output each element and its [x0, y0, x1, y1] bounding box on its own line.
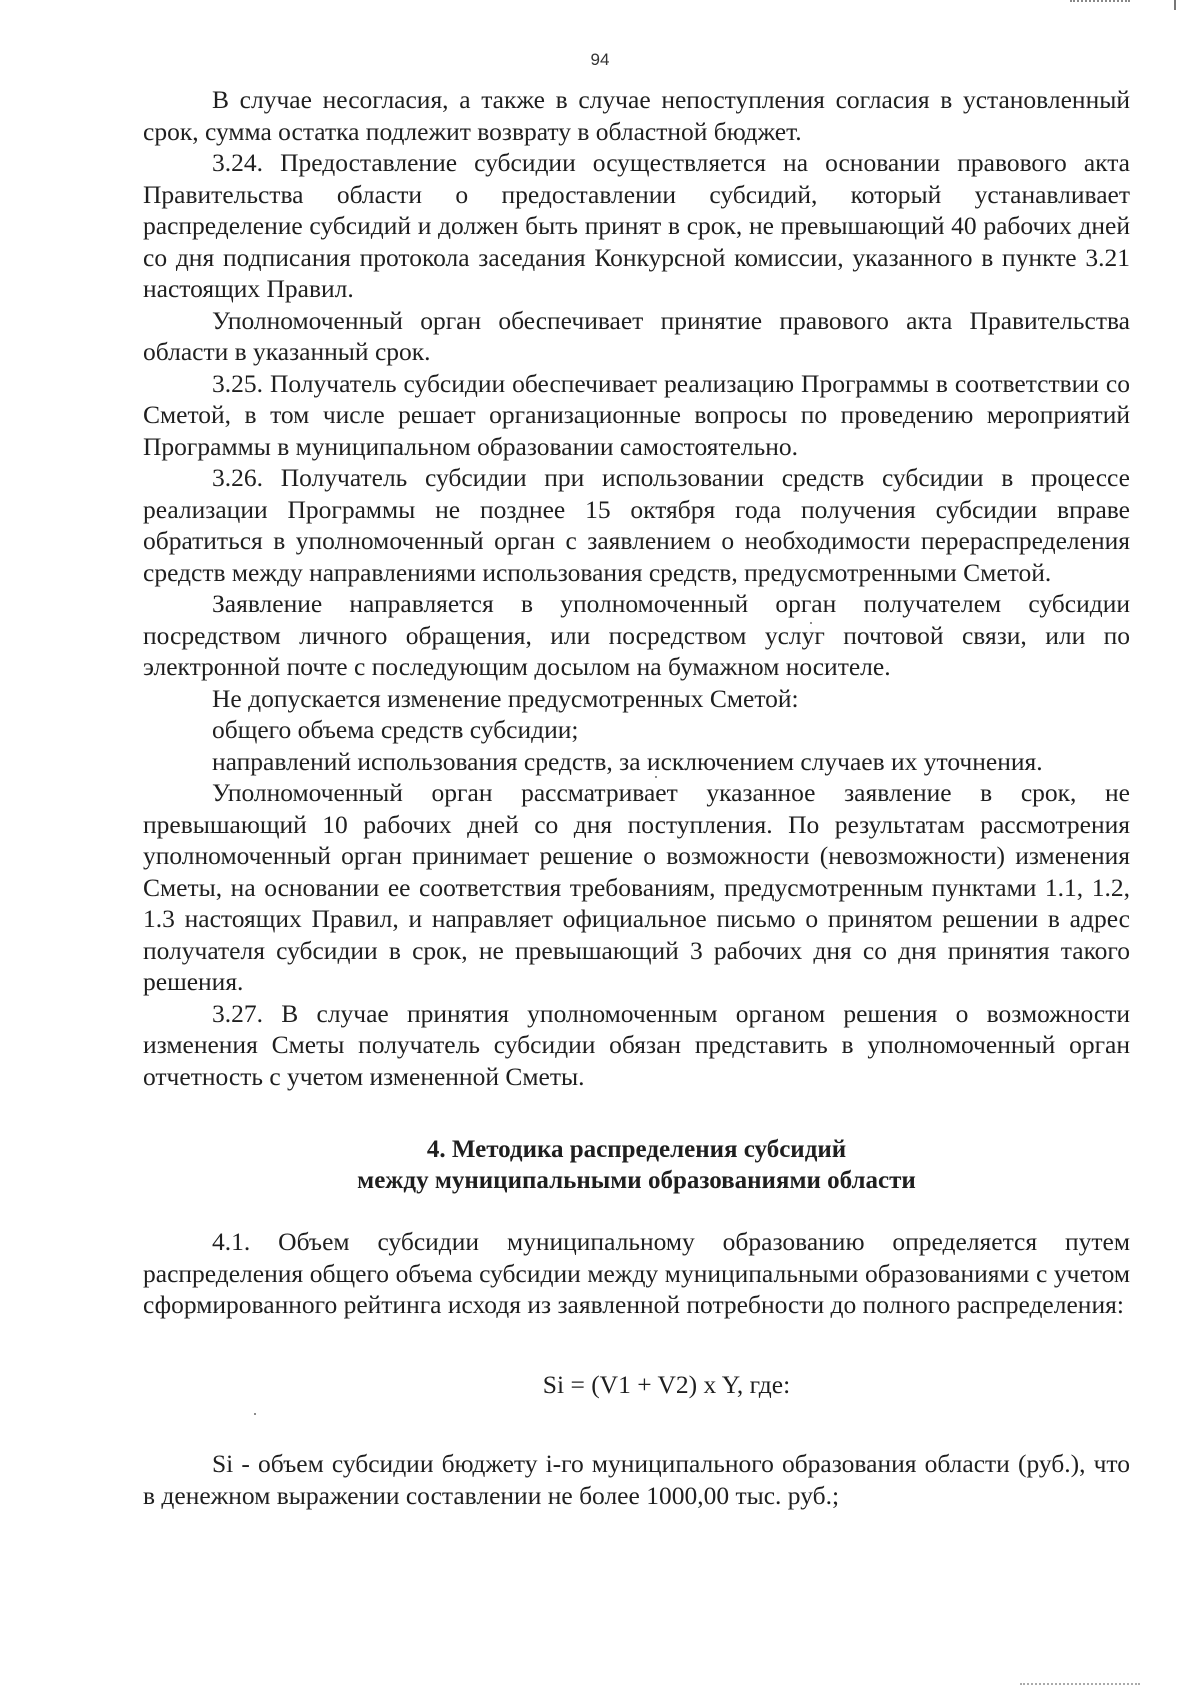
paragraph-3-24: 3.24. Предоставление субсидии осуществляется на основании правового акта Правительства области о предоставлении субсидий, который устанавливает распределение субсидий и должен быть принят в срок, не превышающий 40 рабочих дней со дня подписания протокола заседания Конкурсной комиссии, указанного в пункте 3.21 настоящих Правил. [143, 148, 1130, 303]
paragraph-4-1: 4.1. Объем субсидии муниципальному образованию определяется путем распределения общего объема субсидии между муниципальными образованиями с учетом сформированного рейтинга исходя из заявленной потребности до полного распределения: [143, 1227, 1130, 1319]
scan-artifact-top [1070, 0, 1130, 8]
paragraph-3-26: 3.26. Получатель субсидии при использовании средств субсидии в процессе реализации Программы не позднее 15 октября года получения субсидии вправе обратиться в уполномоченный орган с заявлением о необходимости перераспределения средств между направлениями использования средств, предусмотренными Сметой. [143, 463, 1130, 587]
paragraph: В случае несогласия, а также в случае непоступления согласия в установленный срок, сумма остатка подлежит возврату в областной бюджет. [143, 85, 1130, 146]
paragraph: Уполномоченный орган рассматривает указанное заявление в срок, не превышающий 10 рабочих дней со дня поступления. По результатам рассмотрения уполномоченный орган принимает решение о возможности (невозможности) изменения Сметы, на основании ее соответствия требованиям, предусмотренным пунктами 1.1, 1.2, 1.3 настоящих Правил, и направляет официальное письмо о принятом решении в адрес получателя субсидии в срок, не превышающий 3 рабочих дня со дня принятия такого решения. [143, 778, 1130, 996]
paragraph-3-25: 3.25. Получатель субсидии обеспечивает реализацию Программы в соответствии со Сметой, в том числе решает организационные вопросы по проведению мероприятий Программы в муниципальном образовании самостоятельно. [143, 368, 1130, 461]
formula: Si = (V1 + V2) x Y, где: [542, 1369, 791, 1399]
paragraph: Уполномоченный орган обеспечивает принятие правового акта Правительства области в указанный срок. [143, 305, 1130, 366]
document-body [143, 84, 1130, 1511]
scan-artifact-edge [1174, 0, 1176, 10]
page-number: 94 [590, 50, 610, 69]
section-heading-line-1: 4. Методика распределения субсидий [426, 1136, 847, 1163]
paragraph: Заявление направляется в уполномоченный орган получателем субсидии посредством личного обращения, или посредством услуг почтовой связи, или по электронной почте с последующим досылом на бумажном носителе. [143, 589, 1130, 681]
paragraph-definition: Si - объем субсидии бюджету i-го муниципального образования области (руб.), что в денежном выражении составлении не более 1000,00 тыс. руб.; [143, 1449, 1130, 1510]
list-item: направлений использования средств, за исключением случаев их уточнения. [212, 746, 1043, 776]
section-heading-line-2: между муниципальными образованиями области [357, 1167, 916, 1194]
scan-artifact-bottom [1020, 1683, 1140, 1689]
paragraph: Не допускается изменение предусмотренных Сметой: [212, 683, 799, 713]
paragraph-3-27: 3.27. В случае принятия уполномоченным органом решения о возможности изменения Сметы получатель субсидии обязан представить в уполномоченный орган отчетность с учетом измененной Сметы. [143, 998, 1130, 1091]
list-item: общего объема средств субсидии; [212, 715, 579, 744]
section-heading [143, 1134, 1130, 1196]
